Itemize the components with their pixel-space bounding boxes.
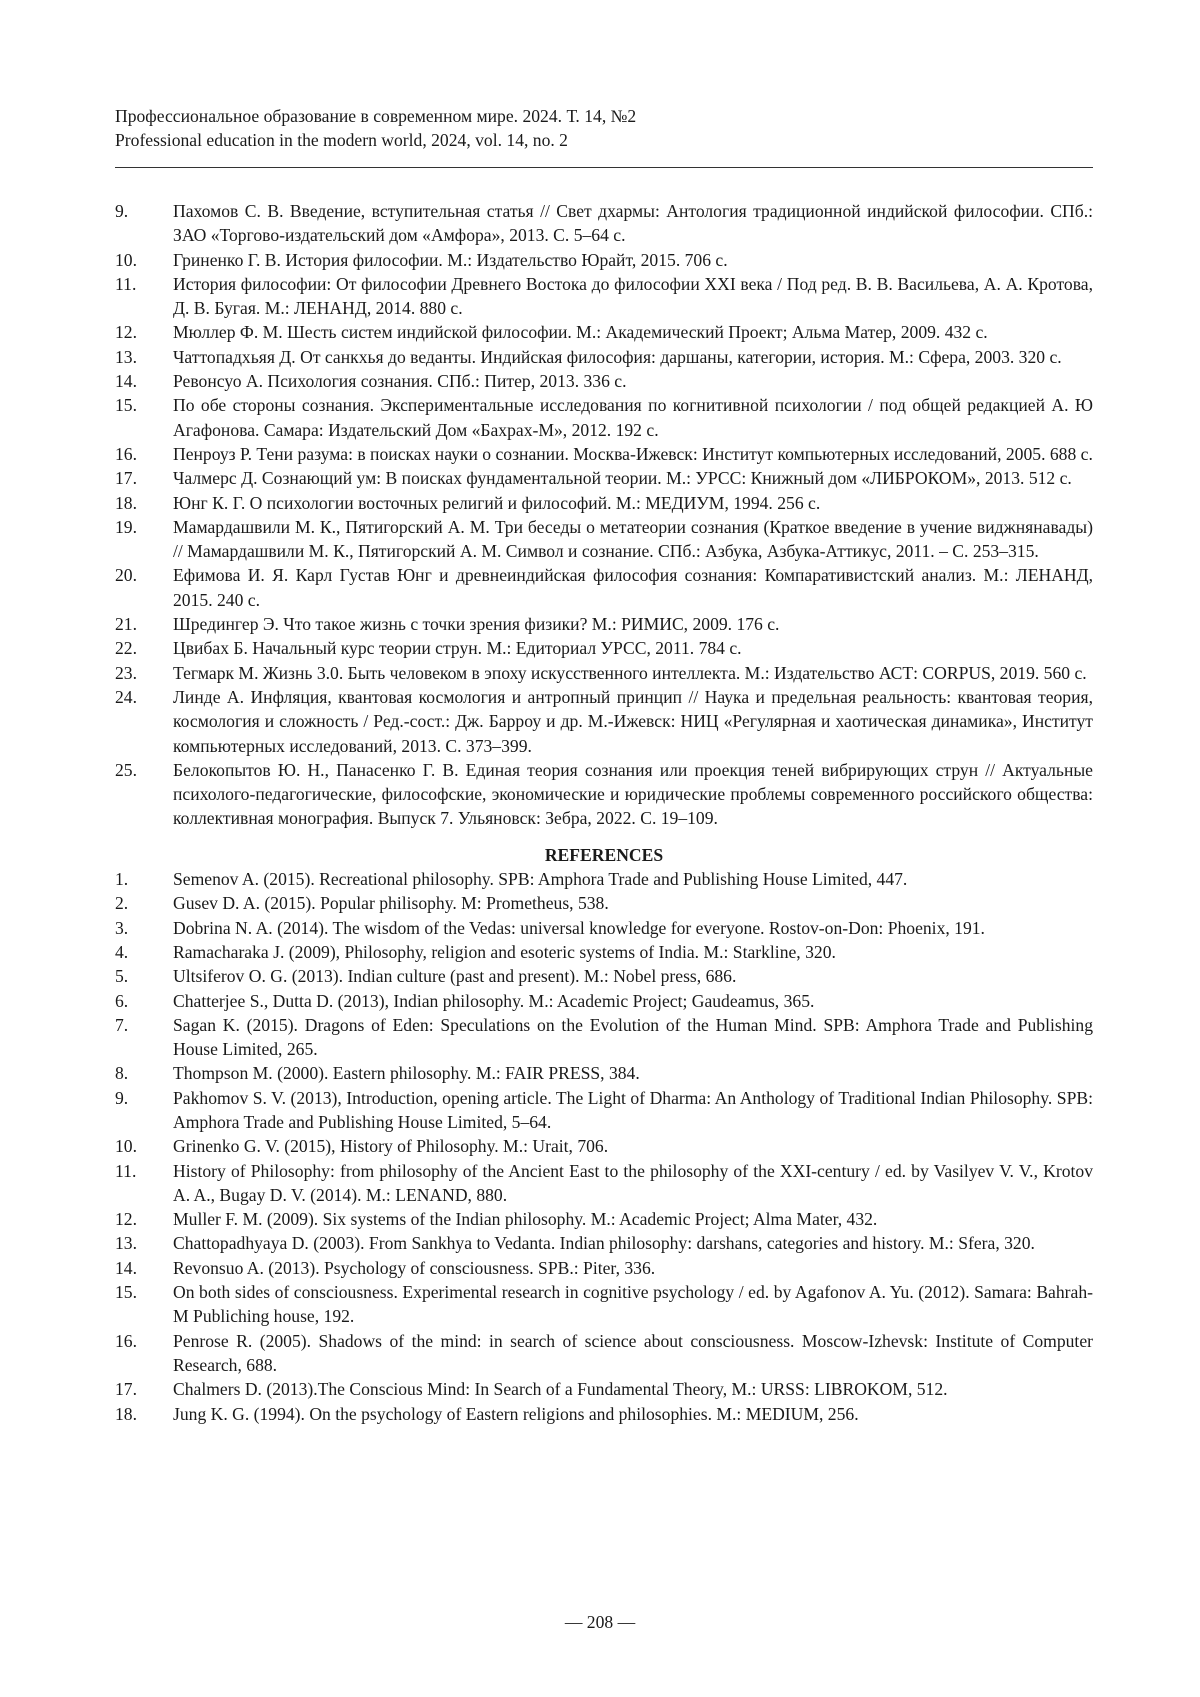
- literature-entry-text: Ревонсуо А. Психология сознания. СПб.: Питер, 2013. 336 с.: [173, 371, 627, 391]
- reference-entry-text: Semenov A. (2015). Recreational philosophy. SPB: Amphora Trade and Publishing House Limited, 447.: [173, 869, 907, 889]
- literature-entry-text: По обе стороны сознания. Экспериментальные исследования по когнитивной психологии / под общей редакцией А. Ю Агафонова. Самара: Издательский Дом «Бахрах-М», 2012. 192 с.: [173, 395, 1093, 439]
- reference-entry-number: 7.: [115, 1013, 128, 1037]
- reference-entry-text: Muller F. M. (2009). Six systems of the Indian philosophy. M.: Academic Project; Alma Mater, 432.: [173, 1209, 877, 1229]
- literature-entry-number: 9.: [115, 199, 128, 223]
- literature-entry: [115, 685, 1093, 758]
- literature-entry-text: Ефимова И. Я. Карл Густав Юнг и древнеиндийская философия сознания: Компаративистский анализ. М.: ЛЕНАНД, 2015. 240 с.: [173, 565, 1093, 609]
- reference-entry-number: 15.: [115, 1280, 137, 1304]
- reference-entry: [115, 1159, 1093, 1208]
- reference-entry: [115, 916, 1093, 940]
- literature-entry-number: 10.: [115, 248, 137, 272]
- reference-entry-text: Dobrina N. A. (2014). The wisdom of the Vedas: universal knowledge for everyone. Rostov-on-Don: Phoenix, 191.: [173, 918, 985, 938]
- reference-entry: [115, 1207, 1093, 1231]
- header-divider: [115, 167, 1093, 168]
- reference-entry-number: 5.: [115, 964, 128, 988]
- reference-entry-text: On both sides of consciousness. Experimental research in cognitive psychology / ed. by Agafonov A. Yu. (2012). Samara: Bahrah-M Publiching house, 192.: [173, 1282, 1093, 1326]
- reference-entry-number: 14.: [115, 1256, 137, 1280]
- reference-entry: [115, 867, 1093, 891]
- reference-entry-text: History of Philosophy: from philosophy of the Ancient East to the philosophy of the XXI-century / ed. by Vasilyev V. V., Krotov A. A., Bugay D. V. (2014). M.: LENAND, 880.: [173, 1161, 1093, 1205]
- reference-entry-text: Pakhomov S. V. (2013), Introduction, opening article. The Light of Dharma: An Anthology of Traditional Indian Philosophy. SPB: Amphora Trade and Publishing House Limited, 5–64.: [173, 1088, 1093, 1132]
- reference-entry-number: 12.: [115, 1207, 137, 1231]
- literature-entry-text: Линде А. Инфляция, квантовая космология и антропный принцип // Наука и предельная реальность: квантовая теория, космология и сложность / Ред.-сост.: Дж. Барроу и др. М.-Ижевск: НИЦ «Регулярная и хаотическая динамика», Институт компьютерных исследований, 2013. С. 373–399.: [173, 687, 1093, 756]
- literature-entry-number: 11.: [115, 272, 136, 296]
- literature-entry-text: Пенроуз Р. Тени разума: в поисках науки о сознании. Москва-Ижевск: Институт компьютерных исследований, 2005. 688 с.: [173, 444, 1093, 464]
- literature-entry-text: История философии: От философии Древнего Востока до философии XXI века / Под ред. В. В. Васильева, А. А. Кротова, Д. В. Бугая. М.: ЛЕНАНД, 2014. 880 с.: [173, 274, 1093, 318]
- literature-entry: [115, 563, 1093, 612]
- reference-entry-text: Penrose R. (2005). Shadows of the mind: in search of science about consciousness. Moscow-Izhevsk: Institute of Computer Research, 688.: [173, 1331, 1093, 1375]
- journal-title-ru: Профессиональное образование в современном мире. 2024. Т. 14, №2: [115, 104, 1093, 128]
- literature-entry-text: Юнг К. Г. О психологии восточных религий и философий. М.: МЕДИУМ, 1994. 256 с.: [173, 493, 820, 513]
- reference-entry: [115, 1061, 1093, 1085]
- page-body: [115, 199, 1093, 1426]
- journal-title-en: Professional education in the modern world, 2024, vol. 14, no. 2: [115, 128, 1093, 152]
- literature-entry-text: Пахомов С. В. Введение, вступительная статья // Свет дхармы: Антология традиционной индийской философии. СПб.: ЗАО «Торгово-издательский дом «Амфора», 2013. С. 5–64 с.: [173, 201, 1093, 245]
- reference-entry-number: 9.: [115, 1086, 128, 1110]
- reference-entry-number: 18.: [115, 1402, 137, 1426]
- literature-entry: [115, 369, 1093, 393]
- reference-entry-text: Chatterjee S., Dutta D. (2013), Indian philosophy. M.: Academic Project; Gaudeamus, 365.: [173, 991, 814, 1011]
- reference-entry-text: Chattopadhyaya D. (2003). From Sankhya to Vedanta. Indian philosophy: darshans, categories and history. M.: Sfera, 320.: [173, 1233, 1035, 1253]
- literature-entry: [115, 345, 1093, 369]
- literature-entry-number: 15.: [115, 393, 137, 417]
- reference-entry-text: Gusev D. A. (2015). Popular philisophy. M: Prometheus, 538.: [173, 893, 609, 913]
- literature-entry-text: Чаттопадхьяя Д. От санкхья до веданты. Индийская философия: даршаны, категории, история. М.: Сфера, 2003. 320 с.: [173, 347, 1062, 367]
- reference-entry-number: 2.: [115, 891, 128, 915]
- literature-entry: [115, 515, 1093, 564]
- literature-entry-number: 21.: [115, 612, 137, 636]
- literature-entry-number: 24.: [115, 685, 137, 709]
- reference-entry-text: Jung K. G. (1994). On the psychology of Eastern religions and philosophies. M.: MEDIUM, 256.: [173, 1404, 859, 1424]
- reference-entry-number: 3.: [115, 916, 128, 940]
- reference-entry-number: 10.: [115, 1134, 137, 1158]
- literature-entry-number: 13.: [115, 345, 137, 369]
- literature-entry: [115, 199, 1093, 248]
- reference-entry-number: 4.: [115, 940, 128, 964]
- literature-list: [115, 199, 1093, 831]
- literature-entry-number: 18.: [115, 491, 137, 515]
- literature-entry: [115, 442, 1093, 466]
- references-heading: REFERENCES: [115, 843, 1093, 867]
- reference-entry: [115, 1013, 1093, 1062]
- reference-entry: [115, 1086, 1093, 1135]
- reference-entry-text: Thompson M. (2000). Eastern philosophy. M.: FAIR PRESS, 384.: [173, 1063, 640, 1083]
- literature-entry-number: 19.: [115, 515, 137, 539]
- literature-entry: [115, 272, 1093, 321]
- reference-entry-number: 8.: [115, 1061, 128, 1085]
- reference-entry: [115, 1280, 1093, 1329]
- reference-entry-number: 6.: [115, 989, 128, 1013]
- references-list: [115, 867, 1093, 1426]
- literature-entry-text: Мамардашвили М. К., Пятигорский А. М. Три беседы о метатеории сознания (Краткое введение в учение виджнянавады) // Мамардашвили М. К., Пятигорский А. М. Символ и сознание. СПб.: Азбука, Азбука-Аттикус, 2011. – С. 253–315.: [173, 517, 1093, 561]
- reference-entry: [115, 940, 1093, 964]
- reference-entry-number: 16.: [115, 1329, 137, 1353]
- reference-entry-number: 17.: [115, 1377, 137, 1401]
- literature-entry-text: Цвибах Б. Начальный курс теории струн. М.: Едиториал УРСС, 2011. 784 с.: [173, 638, 742, 658]
- reference-entry-text: Grinenko G. V. (2015), History of Philosophy. M.: Urait, 706.: [173, 1136, 608, 1156]
- reference-entry: [115, 1231, 1093, 1255]
- literature-entry: [115, 320, 1093, 344]
- reference-entry: [115, 891, 1093, 915]
- literature-entry-text: Мюллер Ф. М. Шесть систем индийской философии. М.: Академический Проект; Альма Матер, 2009. 432 с.: [173, 322, 988, 342]
- literature-entry: [115, 491, 1093, 515]
- literature-entry: [115, 393, 1093, 442]
- literature-entry-number: 16.: [115, 442, 137, 466]
- literature-entry-number: 25.: [115, 758, 137, 782]
- reference-entry-text: Ultsiferov O. G. (2013). Indian culture (past and present). M.: Nobel press, 686.: [173, 966, 736, 986]
- reference-entry: [115, 964, 1093, 988]
- reference-entry: [115, 1256, 1093, 1280]
- literature-entry-number: 20.: [115, 563, 137, 587]
- reference-entry-number: 1.: [115, 867, 128, 891]
- literature-entry-text: Тегмарк М. Жизнь 3.0. Быть человеком в эпоху искусственного интеллекта. М.: Издательство АСТ: CORPUS, 2019. 560 с.: [173, 663, 1087, 683]
- reference-entry: [115, 1329, 1093, 1378]
- literature-entry-number: 23.: [115, 661, 137, 685]
- reference-entry: [115, 1134, 1093, 1158]
- literature-entry-text: Белокопытов Ю. Н., Панасенко Г. В. Единая теория сознания или проекция теней вибрирующих струн // Актуальные психолого-педагогические, философские, экономические и юридические проблемы современного российского общества: коллективная монография. Выпуск 7. Ульяновск: Зебра, 2022. С. 19–109.: [173, 760, 1093, 829]
- reference-entry: [115, 989, 1093, 1013]
- literature-entry: [115, 636, 1093, 660]
- literature-entry: [115, 612, 1093, 636]
- literature-entry-number: 14.: [115, 369, 137, 393]
- reference-entry: [115, 1377, 1093, 1401]
- reference-entry-number: 11.: [115, 1159, 136, 1183]
- literature-entry-text: Чалмерс Д. Сознающий ум: В поисках фундаментальной теории. М.: УРСС: Книжный дом «ЛИБРОКОМ», 2013. 512 с.: [173, 468, 1072, 488]
- reference-entry-text: Revonsuo A. (2013). Psychology of consciousness. SPB.: Piter, 336.: [173, 1258, 655, 1278]
- literature-entry-number: 22.: [115, 636, 137, 660]
- page-number: — 208 —: [0, 1612, 1200, 1633]
- reference-entry-number: 13.: [115, 1231, 137, 1255]
- literature-entry-text: Гриненко Г. В. История философии. М.: Издательство Юрайт, 2015. 706 с.: [173, 250, 728, 270]
- running-header: [115, 104, 1093, 152]
- reference-entry-text: Chalmers D. (2013).The Conscious Mind: In Search of a Fundamental Theory, M.: URSS: LIBROKOM, 512.: [173, 1379, 948, 1399]
- literature-entry: [115, 758, 1093, 831]
- reference-entry-text: Ramacharaka J. (2009), Philosophy, religion and esoteric systems of India. M.: Starkline, 320.: [173, 942, 836, 962]
- literature-entry-number: 17.: [115, 466, 137, 490]
- literature-entry: [115, 661, 1093, 685]
- literature-entry-text: Шредингер Э. Что такое жизнь с точки зрения физики? М.: РИМИС, 2009. 176 с.: [173, 614, 779, 634]
- reference-entry-text: Sagan K. (2015). Dragons of Eden: Speculations on the Evolution of the Human Mind. SPB: Amphora Trade and Publishing House Limited, 265.: [173, 1015, 1093, 1059]
- reference-entry: [115, 1402, 1093, 1426]
- literature-entry: [115, 466, 1093, 490]
- literature-entry-number: 12.: [115, 320, 137, 344]
- literature-entry: [115, 248, 1093, 272]
